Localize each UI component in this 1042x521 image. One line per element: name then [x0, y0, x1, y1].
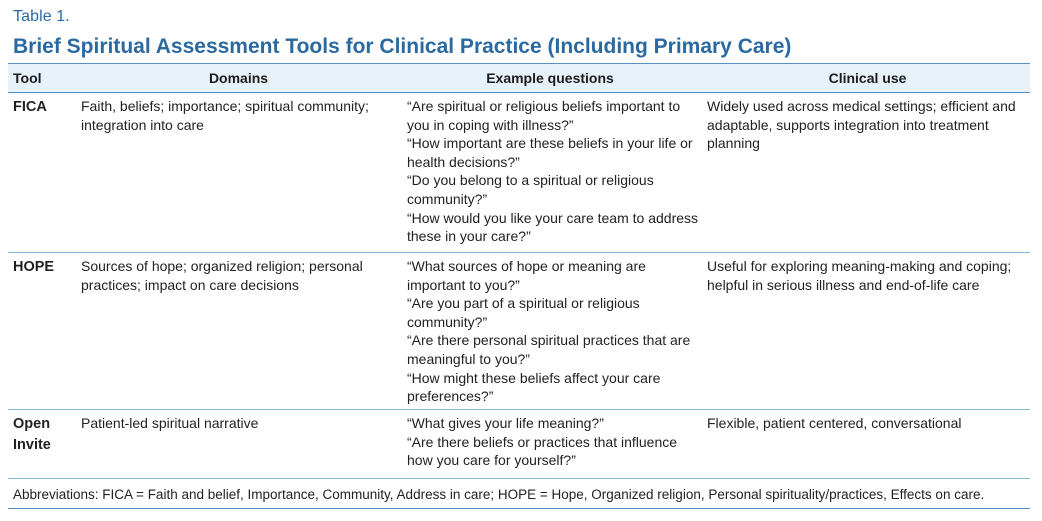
table-row-fica — [8, 97, 1030, 247]
header-clinical-use: Clinical use — [828, 70, 907, 86]
header-domains: Domains — [208, 70, 269, 86]
table-title: Brief Spiritual Assessment Tools for Clinical Practice (Including Primary Care) — [13, 35, 792, 58]
abbreviations-footnote: Abbreviations: FICA = Faith and belief, Importance, Community, Address in care; HOPE = Hope, Organized religion, Personal spirituality/practices, Effects on care. — [13, 487, 985, 502]
example-question: “Do you belong to a spiritual or religious community?” — [407, 172, 654, 207]
table-row-hope — [8, 257, 1030, 407]
tool-name: FICA — [13, 99, 47, 115]
tool-name-line: Open — [13, 416, 51, 432]
example-questions-cell — [407, 97, 699, 246]
header-example-questions: Example questions — [486, 70, 614, 86]
example-question: “How important are these beliefs in your life or health decisions?” — [407, 135, 693, 170]
tool-name: HOPE — [13, 259, 55, 275]
clinical-use-cell: Flexible, patient centered, conversational — [707, 415, 962, 431]
example-questions-cell — [407, 257, 699, 406]
domains-cell: Patient-led spiritual narrative — [81, 415, 259, 431]
clinical-use-cell: Useful for exploring meaning-making and coping; helpful in serious illness and end-of-life care — [707, 258, 1012, 293]
header-tool: Tool — [13, 70, 42, 86]
example-question: “What sources of hope or meaning are important to you?” — [407, 258, 646, 293]
table-header-row — [8, 63, 1030, 93]
row-divider — [8, 252, 1030, 253]
tool-name-line: Invite — [13, 437, 51, 453]
example-question: “What gives your life meaning?” — [407, 415, 604, 431]
example-question: “Are spiritual or religious beliefs important to you in coping with illness?” — [407, 98, 681, 133]
example-question: “Are there personal spiritual practices that are meaningful to you?” — [407, 332, 691, 367]
example-question: “How might these beliefs affect your care preferences?” — [407, 369, 661, 405]
tool-name — [13, 414, 51, 456]
bottom-rule — [8, 508, 1030, 509]
example-questions-cell — [407, 414, 699, 470]
example-question: “Are you part of a spiritual or religious community?” — [407, 295, 640, 330]
clinical-use-cell: Widely used across medical settings; efficient and adaptable, supports integration into treatment planning — [707, 98, 1016, 152]
example-question: “Are there beliefs or practices that influence how you care for yourself?” — [407, 433, 678, 469]
row-divider — [8, 478, 1030, 479]
table-label: Table 1. — [13, 8, 70, 25]
domains-cell: Sources of hope; organized religion; personal practices; impact on care decisions — [81, 258, 363, 293]
example-question: “How would you like your care team to address these in your care?” — [407, 209, 699, 245]
domains-cell: Faith, beliefs; importance; spiritual community; integration into care — [81, 98, 369, 133]
table-row-open-invite — [8, 414, 1030, 474]
row-divider — [8, 409, 1030, 410]
